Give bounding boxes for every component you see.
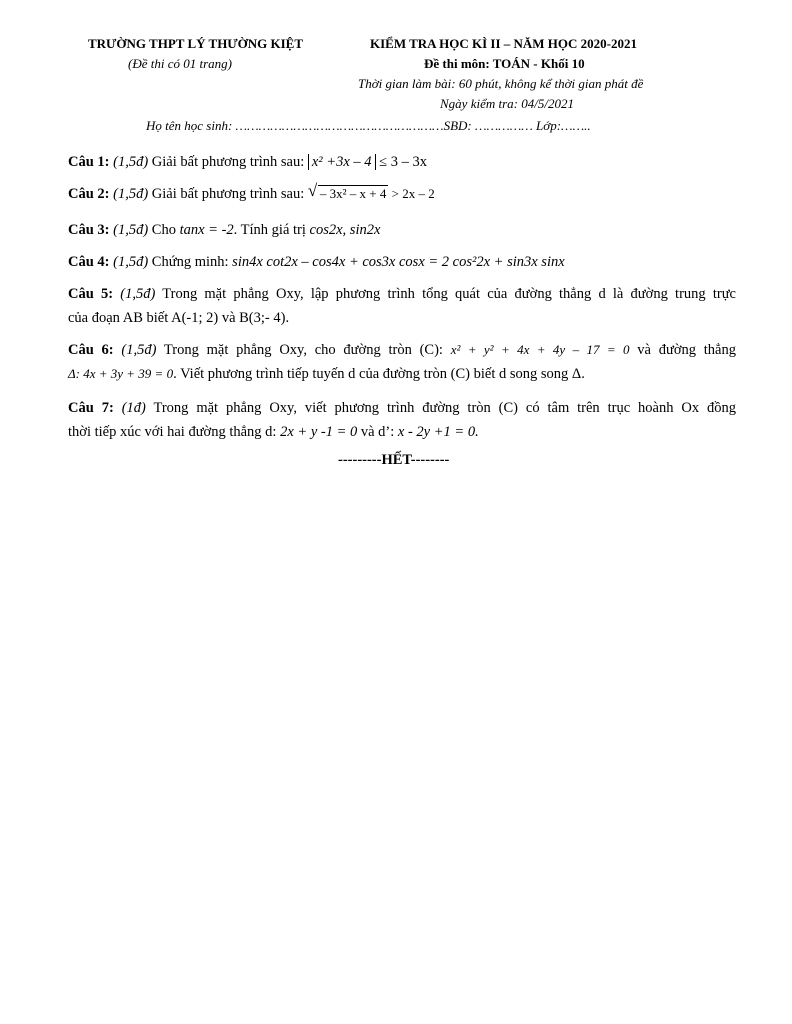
question-points: (1,5đ) [113,254,149,270]
question-points: (1,5đ) [121,342,157,358]
exam-title: KIỂM TRA HỌC KÌ II – NĂM HỌC 2020-2021 [370,36,637,51]
inequality-rhs: ≤ 3 – 3x [375,154,427,170]
question-label: Câu 4: [68,254,110,270]
question-4 [68,250,736,274]
pages-note: (Đề thi có 01 trang) [128,56,232,71]
math-expression: tanx = -2 [179,222,234,238]
question-points: (1,5đ) [113,186,149,202]
end-marker: ---------HẾT-------- [338,452,450,468]
question-6-line-1 [68,338,736,362]
question-text: Cho [148,222,180,238]
question-text-2: . Tính giá trị [233,222,310,238]
question-5-line-1 [68,282,736,306]
question-label: Câu 5: [68,286,114,302]
question-points: (1,5đ) [113,154,149,170]
question-label: Câu 3: [68,222,110,238]
line-equation: Δ: 4x + 3y + 39 = 0 [68,366,174,381]
radical-sign-icon: √ [307,181,318,200]
question-label: Câu 6: [68,342,114,358]
question-text: Trong mặt phẳng Oxy, viết phương trình đường tròn (C) có tâm trên trục hoành Ox đồng [145,400,736,416]
question-2 [68,182,736,206]
question-text: Giải bất phương trình sau: [148,186,308,202]
exam-date: Ngày kiểm tra: 04/5/2021 [440,96,574,111]
question-text: Chứng minh: [148,254,233,270]
time-note: Thời gian làm bài: 60 phút, không kể thời gian phát đề [358,76,644,91]
question-points: (1,5đ) [113,222,149,238]
question-6-line-2 [68,362,736,386]
circle-equation: x² + y² + 4x + 4y – 17 = 0 [450,342,630,357]
radicand: – 3x² – x + 4 [319,186,387,201]
line-d-equation: 2x + y -1 = 0 [280,424,358,440]
question-label: Câu 7: [68,400,114,416]
school-name: TRƯỜNG THPT LÝ THƯỜNG KIỆT [88,36,304,51]
question-text-3: . Viết phương trình tiếp tuyến d của đường tròn (C) biết d song song Δ. [173,366,585,382]
identity-expression: sin4x cot2x – cos4x + cos3x cosx = 2 cos²2x + sin3x sinx [232,254,565,270]
question-text: Trong mặt phẳng Oxy, lập phương trình tổng quát của đường thẳng d là đường trung trực [155,286,736,302]
question-7-line-1 [68,396,736,420]
question-label: Câu 2: [68,186,110,202]
absolute-value-expression: x² +3x – 4 [308,154,376,170]
question-points: (1đ) [121,400,146,416]
exam-subject: Đề thi môn: TOÁN - Khối 10 [424,56,585,71]
question-text-2: và đường thẳng [629,342,736,358]
inequality-rhs: > 2x – 2 [388,186,435,201]
square-root-expression [308,182,388,206]
question-text: Trong mặt phẳng Oxy, cho đường tròn (C): [156,342,451,358]
question-3 [68,218,736,242]
question-7-line-2 [68,420,736,444]
question-text-3: và d’: [357,424,398,440]
question-1 [68,150,736,174]
line-d-prime-equation: x - 2y +1 = 0. [397,424,479,440]
question-points: (1,5đ) [120,286,156,302]
math-expression-2: cos2x, sin2x [309,222,381,238]
question-5-line-2: của đoạn AB biết A(-1; 2) và B(3;- 4). [68,310,290,326]
question-text-2: thời tiếp xúc với hai đường thẳng d: [68,424,281,440]
student-info-line: Họ tên học sinh: ………………………………………………SBD: …………… Lớp:…….. [146,118,591,133]
question-text: Giải bất phương trình sau: [148,154,308,170]
question-label: Câu 1: [68,154,110,170]
